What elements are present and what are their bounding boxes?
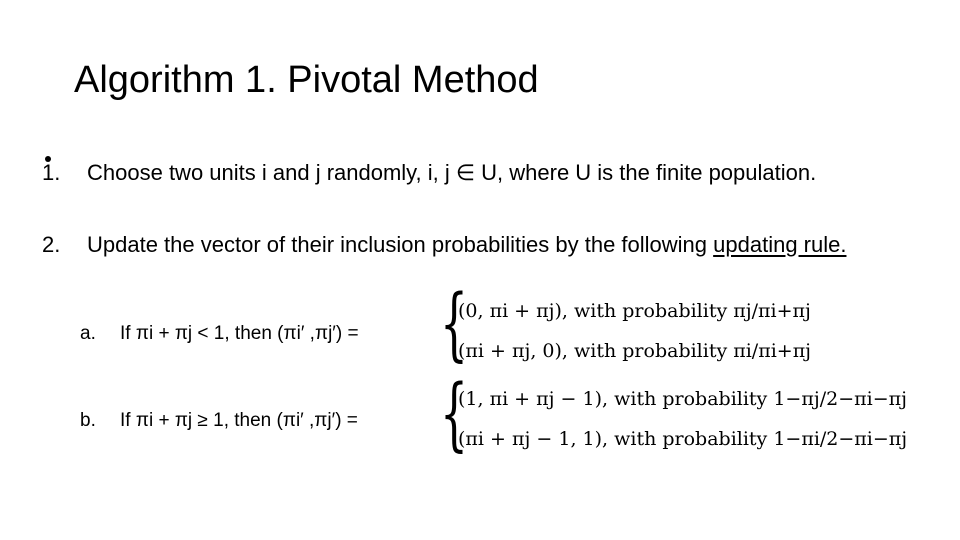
case-condition: If πi + πj < 1, then (πi′ ,πj′) = bbox=[120, 323, 359, 344]
case-b-outcome-2: (πi + πj − 1, 1), with probability 1−πi/2−πi−πj bbox=[458, 428, 908, 450]
slide-title: Algorithm 1. Pivotal Method bbox=[74, 59, 539, 101]
left-brace: { bbox=[440, 277, 468, 370]
case-label: b. bbox=[80, 410, 96, 431]
case-b-outcome-1: (1, πi + πj − 1), with probability 1−πj/2−πi−πj bbox=[458, 388, 907, 410]
case-a-outcome-1: (0, πi + πj), with probability πj/πi+πj bbox=[458, 300, 811, 322]
case-label: a. bbox=[80, 323, 96, 344]
case-condition: If πi + πj ≥ 1, then (πi′ ,πj′) = bbox=[120, 410, 358, 431]
step-text-lead: Update the vector of their inclusion probabilities by the following bbox=[87, 232, 714, 257]
left-brace: { bbox=[440, 367, 468, 460]
step-text: Choose two units i and j randomly, i, j ∈ U, where U is the finite population. bbox=[87, 160, 817, 185]
step-text bbox=[87, 230, 942, 259]
case-a-outcome-2: (πi + πj, 0), with probability πi/πi+πj bbox=[458, 340, 812, 362]
step-number: 1. bbox=[42, 160, 61, 185]
step-number: 2. bbox=[42, 232, 61, 257]
updating-rule-link: updating rule. bbox=[713, 232, 847, 257]
